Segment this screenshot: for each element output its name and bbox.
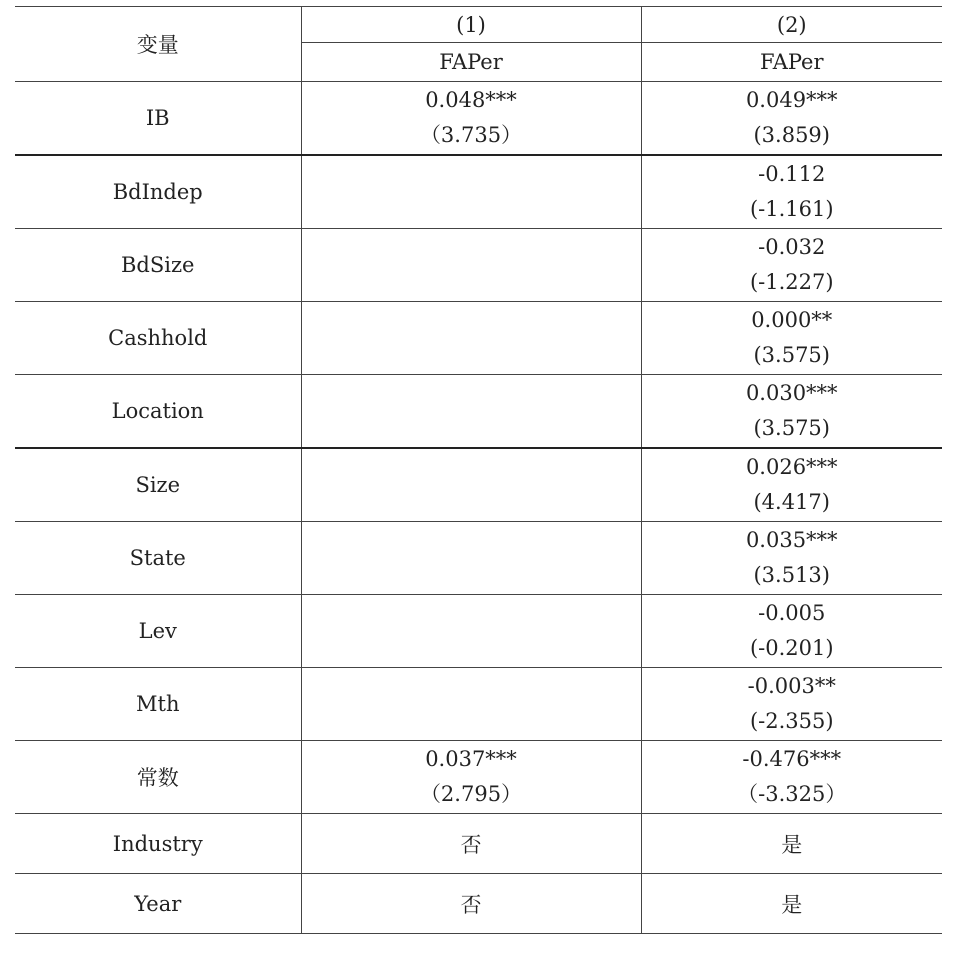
variable-name: BdSize [15, 229, 301, 302]
col2-cell [641, 668, 942, 741]
coefficient: -0.005 [758, 601, 826, 625]
col1-cell [301, 155, 641, 229]
col1-cell [301, 302, 641, 375]
col2-cell [641, 522, 942, 595]
control-col2: 是 [641, 814, 942, 874]
coefficient: 0.000** [751, 308, 833, 332]
t-statistic: （-3.325） [737, 782, 847, 806]
t-statistic: (3.575) [753, 416, 830, 440]
t-statistic: (-2.355) [749, 709, 834, 733]
col1-cell [301, 229, 641, 302]
table-row [15, 595, 942, 668]
regression-table [15, 6, 942, 934]
dependent-var-1: FAPer [301, 43, 641, 82]
variable-name: Lev [15, 595, 301, 668]
t-statistic: (3.513) [753, 563, 830, 587]
variable-name: IB [15, 82, 301, 156]
table-row [15, 375, 942, 449]
col2-cell [641, 375, 942, 449]
coefficient: 0.049*** [745, 88, 838, 112]
t-statistic: （2.795） [419, 782, 523, 806]
coefficient: -0.476*** [742, 747, 842, 771]
col1-cell [301, 668, 641, 741]
control-row [15, 814, 942, 874]
coefficient: 0.030*** [745, 381, 838, 405]
control-name: Industry [15, 814, 301, 874]
coefficient: 0.048*** [425, 88, 517, 112]
control-col1: 否 [301, 814, 641, 874]
col2-cell [641, 448, 942, 522]
coefficient: 0.035*** [745, 528, 838, 552]
t-statistic: (3.859) [753, 123, 830, 147]
coefficient: 0.026*** [745, 455, 838, 479]
col1-cell [301, 741, 641, 814]
t-statistic: （3.735） [419, 123, 523, 147]
header-row-numbers [15, 7, 942, 43]
coefficient: -0.032 [758, 235, 826, 259]
table-row [15, 741, 942, 814]
col2-cell [641, 155, 942, 229]
t-statistic: (4.417) [753, 490, 830, 514]
t-statistic: (-1.227) [749, 270, 834, 294]
control-name: Year [15, 874, 301, 934]
table-row [15, 229, 942, 302]
table-row [15, 155, 942, 229]
variable-name: Size [15, 448, 301, 522]
col2-cell [641, 82, 942, 156]
variable-name: State [15, 522, 301, 595]
table-row [15, 448, 942, 522]
table-row [15, 668, 942, 741]
table-row [15, 302, 942, 375]
variable-header: 变量 [15, 7, 301, 82]
column-number-1: (1) [301, 7, 641, 43]
t-statistic: (3.575) [753, 343, 830, 367]
coefficient: -0.003** [747, 674, 836, 698]
variable-name: 常数 [15, 741, 301, 814]
col2-cell [641, 595, 942, 668]
col2-cell [641, 302, 942, 375]
dependent-var-2: FAPer [641, 43, 942, 82]
coefficient: -0.112 [758, 162, 826, 186]
variable-name: BdIndep [15, 155, 301, 229]
table-row [15, 522, 942, 595]
control-col1: 否 [301, 874, 641, 934]
column-number-2: (2) [641, 7, 942, 43]
variable-name: Location [15, 375, 301, 449]
col1-cell [301, 522, 641, 595]
control-col2: 是 [641, 874, 942, 934]
coefficient: 0.037*** [425, 747, 517, 771]
col1-cell [301, 595, 641, 668]
col1-cell [301, 82, 641, 156]
col2-cell [641, 229, 942, 302]
t-statistic: (-0.201) [749, 636, 834, 660]
col1-cell [301, 448, 641, 522]
variable-name: Cashhold [15, 302, 301, 375]
col1-cell [301, 375, 641, 449]
control-row [15, 874, 942, 934]
t-statistic: (-1.161) [749, 197, 834, 221]
variable-name: Mth [15, 668, 301, 741]
col2-cell [641, 741, 942, 814]
table-row [15, 82, 942, 156]
